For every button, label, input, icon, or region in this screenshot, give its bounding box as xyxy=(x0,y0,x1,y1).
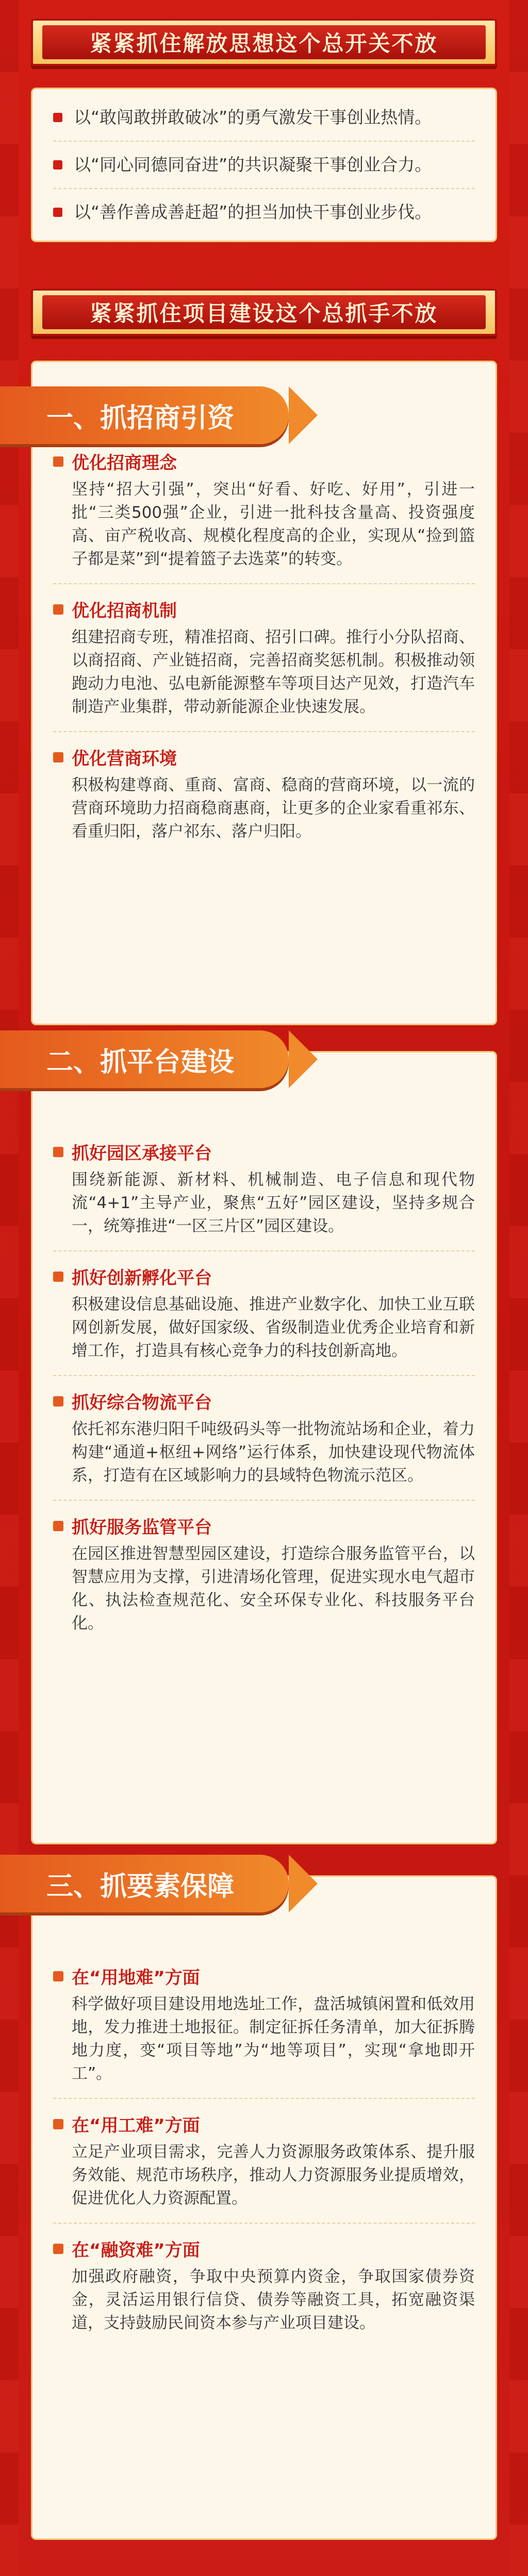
bullet-icon xyxy=(53,208,62,217)
square-icon xyxy=(53,2119,63,2129)
section-tag-text: 三、抓要素保障 xyxy=(46,1871,235,1902)
square-icon xyxy=(53,456,63,467)
banner-thinking-text: 紧紧抓住解放思想这个总开关不放 xyxy=(42,25,486,59)
item-logistics-platform xyxy=(32,1379,496,1497)
square-icon xyxy=(53,604,63,615)
item-body: 依托祁东港归阳千吨级码头等一批物流站场和企业，着力构建“通道+枢纽+网络”运行体系，加快建设现代物流体系，打造有在区域影响力的县域特色物流示范区。 xyxy=(72,1420,475,1485)
section-investment-card xyxy=(31,361,497,1025)
item-body: 立足产业项目需求，完善人力资源服务政策体系、提升服务效能、规范市场秩序，推动人力资源服务业提质增效，促进优化人力资源配置。 xyxy=(72,2143,475,2208)
intro-point-text: 以“同心同德同奋进”的共识凝聚干事创业合力。 xyxy=(74,155,432,175)
item-title: 抓好综合物流平台 xyxy=(72,1393,212,1413)
banner-project xyxy=(31,289,497,336)
item-title: 抓好园区承接平台 xyxy=(72,1143,212,1164)
section-platform-card xyxy=(31,1051,497,1844)
intro-card xyxy=(31,88,497,242)
intro-point xyxy=(53,142,475,189)
item-title: 抓好创新孵化平台 xyxy=(72,1268,212,1289)
item-title: 在“融资难”方面 xyxy=(72,2240,200,2261)
bullet-icon xyxy=(53,160,62,170)
item-title: 抓好服务监管平台 xyxy=(72,1517,212,1538)
banner-project-text: 紧紧抓住项目建设这个总抓手不放 xyxy=(42,295,486,329)
item-financing xyxy=(32,2227,496,2344)
item-labor xyxy=(32,2102,496,2219)
section-tag-factor xyxy=(0,1855,289,1912)
square-icon xyxy=(53,752,63,762)
item-land xyxy=(32,1954,496,2095)
intro-point-text: 以“敢闯敢拼敢破冰”的勇气激发干事创业热情。 xyxy=(74,107,432,127)
bullet-icon xyxy=(53,113,62,122)
item-title: 优化招商机制 xyxy=(72,601,177,621)
section-tag-text: 二、抓平台建设 xyxy=(46,1046,235,1078)
item-body: 加强政府融资，争取中央预算内资金，争取国家债券资金，灵活运用银行信贷、债券等融资工具，拓宽融资渠道，支持鼓励民间资本参与产业项目建设。 xyxy=(72,2267,475,2332)
square-icon xyxy=(53,1396,63,1406)
item-title: 在“用地难”方面 xyxy=(72,1968,200,1988)
square-icon xyxy=(53,1971,63,1981)
item-title: 优化招商理念 xyxy=(72,453,177,473)
right-border-decoration xyxy=(509,0,528,2576)
square-icon xyxy=(53,1147,63,1157)
section-tag-platform xyxy=(0,1030,289,1088)
item-park-platform xyxy=(32,1130,496,1247)
item-body: 在园区推进智慧型园区建设，打造综合服务监管平台，以智慧应用为支撑，引进清场化管理，促进实现水电气超市化、执法检查规范化、安全环保专业化、科技服务平台化。 xyxy=(72,1545,475,1633)
square-icon xyxy=(53,2244,63,2254)
item-investment-concept xyxy=(32,439,496,580)
section-tag-investment xyxy=(0,386,289,444)
item-service-platform xyxy=(32,1504,496,1645)
section-tag-text: 一、抓招商引资 xyxy=(46,402,235,434)
item-body: 围绕新能源、新材料、机械制造、电子信息和现代物流“4+1”主导产业，聚焦“五好”园区建设，坚持多规合一，统筹推进“一区三片区”园区建设。 xyxy=(72,1171,475,1235)
section-factor-card xyxy=(31,1875,497,2540)
item-body: 组建招商专班，精准招商、招引口碑。推行小分队招商、以商招商、产业链招商，完善招商奖惩机制。积极推动领跑动力电池、弘电新能源整车等项目达产见效，打造汽车制造产业集群，带动新能源企业快速发展。 xyxy=(72,628,475,716)
item-body: 坚持“招大引强”，突出“好看、好吃、好用”，引进一批“三类500强”企业，引进一批科技含量高、投资强度高、亩产税收高、规模化程度高的企业，实现从“捡到篮子都是菜”到“提着篮子去选菜”的转变。 xyxy=(72,480,475,568)
banner-thinking xyxy=(31,19,497,66)
item-title: 优化营商环境 xyxy=(72,749,177,769)
item-business-environment xyxy=(32,735,496,853)
item-body: 积极构建尊商、重商、富商、稳商的营商环境，以一流的营商环境助力招商稳商惠商，让更多的企业家看重祁东、看重归阳，落户祁东、落户归阳。 xyxy=(72,776,475,841)
intro-point-text: 以“善作善成善赶超”的担当加快干事创业步伐。 xyxy=(74,202,432,222)
item-body: 积极建设信息基础设施、推进产业数字化、加快工业互联网创新发展，做好国家级、省级制造业优秀企业培育和新增工作，打造具有核心竞争力的科技创新高地。 xyxy=(72,1295,475,1360)
intro-point xyxy=(53,94,475,142)
item-innovation-platform xyxy=(32,1255,496,1372)
item-title: 在“用工难”方面 xyxy=(72,2115,200,2136)
item-investment-mechanism xyxy=(32,587,496,728)
item-body: 科学做好项目建设用地选址工作，盘活城镇闲置和低效用地，发力推进土地报征。制定征拆任务清单，加大征拆腾地力度，变“项目等地”为“地等项目”，实现“拿地即开工”。 xyxy=(72,1995,475,2083)
intro-point xyxy=(53,189,475,235)
square-icon xyxy=(53,1521,63,1531)
square-icon xyxy=(53,1272,63,1282)
